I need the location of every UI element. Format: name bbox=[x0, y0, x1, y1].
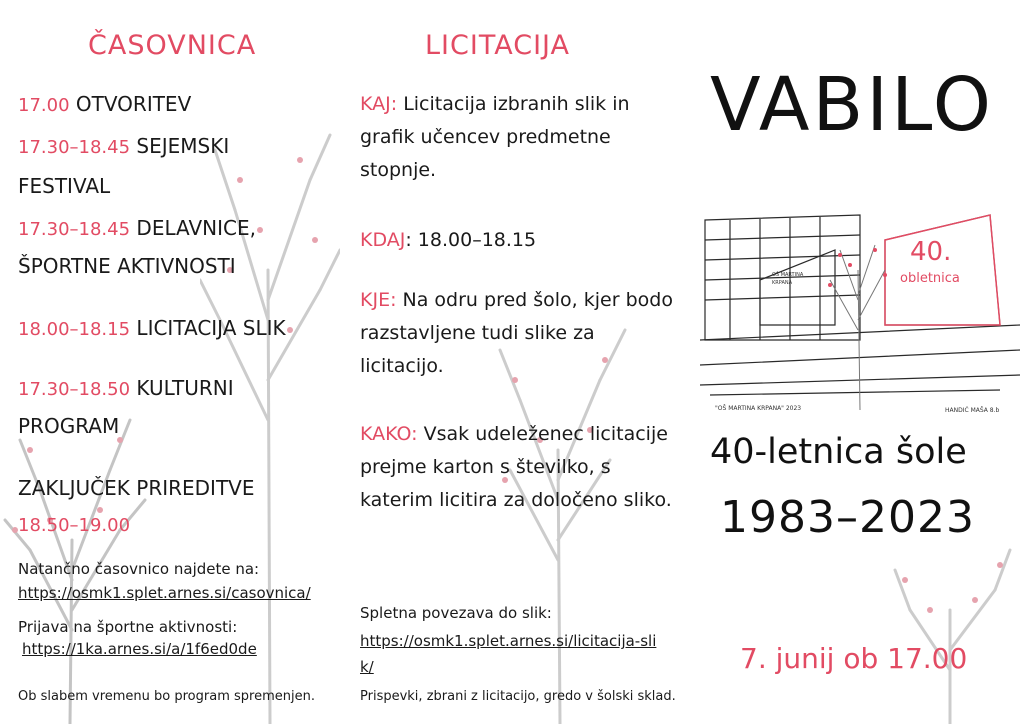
auction-how-label: KAKO: bbox=[360, 423, 418, 445]
auction-what bbox=[360, 88, 675, 187]
auction-when bbox=[360, 224, 675, 257]
schedule-item bbox=[18, 312, 286, 346]
auction-heading: LICITACIJA bbox=[425, 30, 570, 61]
schedule-label-continued: FESTIVAL bbox=[18, 174, 111, 198]
auction-where-text: Na odru pred šolo, kjer bodo razstavljene tudi slike za licitacijo. bbox=[360, 289, 673, 377]
sketch-caption: "OŠ MARTINA KRPANA" 2023 bbox=[715, 405, 802, 412]
schedule-item bbox=[18, 508, 130, 542]
auction-how-text: Vsak udeleženec licitacije prejme karton s številko, s katerim licitira za določeno sliko. bbox=[360, 423, 672, 511]
schedule-time: 17.30–18.45 bbox=[18, 219, 131, 240]
schedule-note: Natančno časovnico najdete na: bbox=[18, 560, 260, 578]
schedule-time: 18.00–18.15 bbox=[18, 319, 131, 340]
schedule-column bbox=[0, 0, 345, 724]
schedule-item bbox=[18, 130, 229, 164]
schedule-time: 17.30–18.45 bbox=[18, 137, 131, 158]
sketch-sign-line2: KRPANA bbox=[772, 280, 793, 286]
invitation-title: VABILO bbox=[710, 62, 994, 148]
auction-footnote: Prispevki, zbrani z licitacijo, gredo v šolski sklad. bbox=[360, 689, 676, 704]
auction-link-note: Spletna povezava do slik: bbox=[360, 604, 552, 622]
weather-note: Ob slabem vremenu bo program spremenjen. bbox=[18, 689, 315, 704]
schedule-heading: ČASOVNICA bbox=[88, 30, 257, 61]
schedule-time: 17.00 bbox=[18, 95, 70, 116]
event-date: 7. junij ob 17.00 bbox=[740, 642, 968, 675]
sketch-author: HANDIĆ MAŠA 8.b bbox=[945, 407, 1000, 414]
anniversary-subtitle: 40-letnica šole bbox=[710, 432, 967, 472]
schedule-label: ZAKLJUČEK PRIREDITVE bbox=[18, 476, 255, 500]
schedule-label-continued: ŠPORTNE AKTIVNOSTI bbox=[18, 254, 236, 278]
auction-where-label: KJE: bbox=[360, 289, 397, 311]
sketch-number: 40. bbox=[910, 237, 952, 267]
auction-link[interactable]: https://osmk1.splet.arnes.si/licitacija-slik/ bbox=[360, 632, 657, 676]
schedule-item bbox=[18, 212, 256, 246]
sports-link[interactable]: https://1ka.arnes.si/a/1f6ed0de bbox=[22, 640, 257, 658]
sports-note: Prijava na športne aktivnosti: bbox=[18, 618, 238, 636]
sketch-word: obletnica bbox=[900, 271, 960, 286]
schedule-label: DELAVNICE, bbox=[136, 216, 256, 240]
schedule-label: KULTURNI bbox=[136, 376, 234, 400]
anniversary-years: 1983–2023 bbox=[720, 492, 975, 543]
auction-when-label: KDAJ bbox=[360, 229, 406, 251]
schedule-link[interactable]: https://osmk1.splet.arnes.si/casovnica/ bbox=[18, 584, 311, 602]
schedule-item bbox=[18, 372, 234, 406]
auction-where bbox=[360, 284, 675, 383]
auction-when-text: : 18.00–18.15 bbox=[405, 229, 537, 251]
schedule-time: 17.30–18.50 bbox=[18, 379, 131, 400]
auction-how bbox=[360, 418, 675, 517]
cover-column bbox=[685, 0, 1024, 724]
schedule-label-continued: PROGRAM bbox=[18, 414, 120, 438]
auction-what-text: Licitacija izbranih slik in grafik učencev predmetne stopnje. bbox=[360, 93, 630, 181]
schedule-time: 18.50–19.00 bbox=[18, 515, 131, 536]
schedule-item bbox=[18, 88, 191, 122]
schedule-label: SEJEMSKI bbox=[136, 134, 230, 158]
school-sketch-illustration bbox=[700, 210, 1020, 420]
schedule-label: OTVORITEV bbox=[75, 92, 192, 116]
auction-what-label: KAJ: bbox=[360, 93, 398, 115]
auction-column bbox=[345, 0, 685, 724]
schedule-label: LICITACIJA SLIK bbox=[136, 316, 286, 340]
sketch-sign-line1: OŠ MARTINA bbox=[772, 272, 804, 278]
